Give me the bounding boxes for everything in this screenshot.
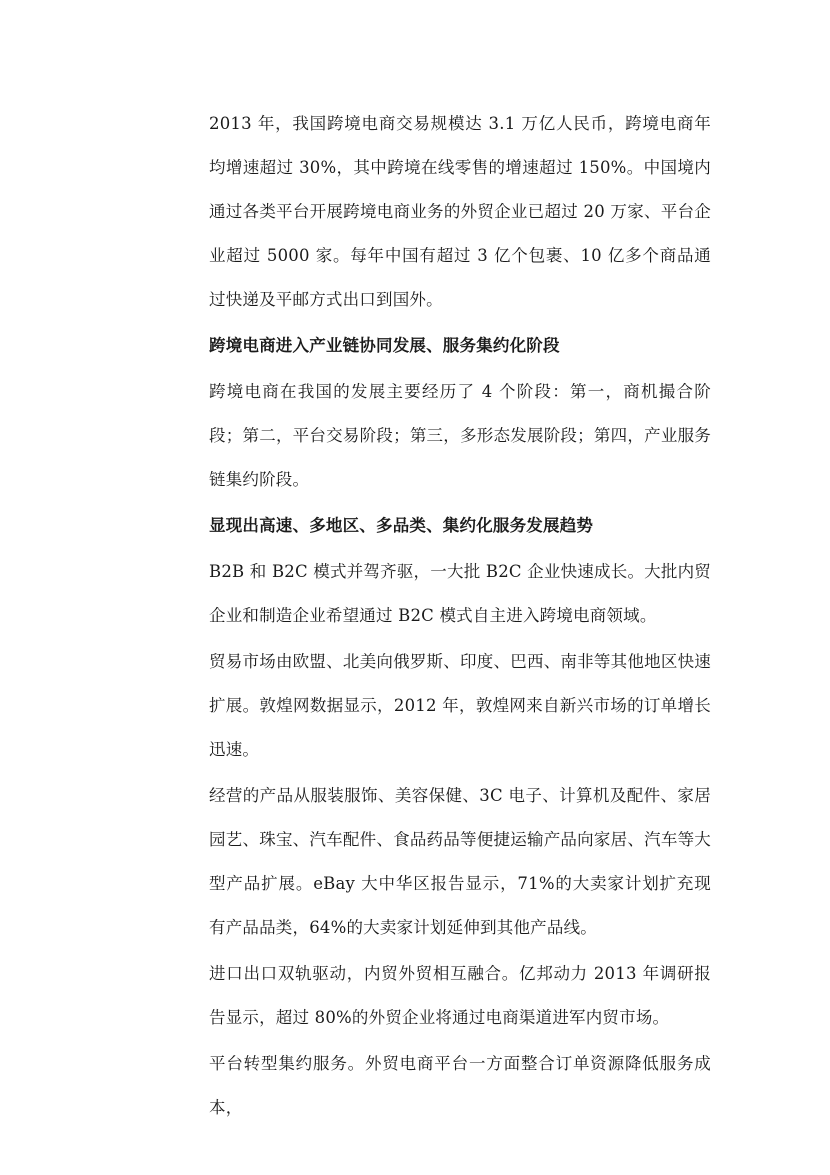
paragraph-market-scale: 2013 年，我国跨境电商交易规模达 3.1 万亿人民币，跨境电商年均增速超过 30%，其中跨境在线零售的增速超过 150%。中国境内通过各类平台开展跨境电商业务的外贸企业已超过 20 万家、平台企业超过 5000 家。每年中国有超过 3 亿个包裹、10 亿多个商品通过快递及平邮方式出口到国外。 bbox=[209, 114, 711, 309]
paragraph-import-export: 进口出口双轨驱动，内贸外贸相互融合。亿邦动力 2013 年调研报告显示，超过 80%的外贸企业将通过电商渠道进军内贸市场。 bbox=[209, 964, 711, 1027]
section-heading-industry-chain: 跨境电商进入产业链协同发展、服务集约化阶段 bbox=[209, 336, 560, 355]
paragraph-development-stages: 跨境电商在我国的发展主要经历了 4 个阶段：第一，商机撮合阶段；第二，平台交易阶段；第三，多形态发展阶段；第四，产业服务链集约阶段。 bbox=[209, 382, 711, 489]
paragraph-product-categories: 经营的产品从服装服饰、美容保健、3C 电子、计算机及配件、家居园艺、珠宝、汽车配件、食品药品等便捷运输产品向家居、汽车等大型产品扩展。eBay 大中华区报告显示，71%的大卖家计划扩充现有产品品类，64%的大卖家计划延伸到其他产品线。 bbox=[209, 786, 711, 937]
paragraph-b2b-b2c: B2B 和 B2C 模式并驾齐驱，一大批 B2C 企业快速成长。大批内贸企业和制造企业希望通过 B2C 模式自主进入跨境电商领域。 bbox=[209, 562, 711, 625]
document-body bbox=[209, 102, 711, 1130]
paragraph-platform-transformation: 平台转型集约服务。外贸电商平台一方面整合订单资源降低服务成本， bbox=[209, 1054, 711, 1117]
paragraph-regional-expansion: 贸易市场由欧盟、北美向俄罗斯、印度、巴西、南非等其他地区快速扩展。敦煌网数据显示，2012 年，敦煌网来自新兴市场的订单增长迅速。 bbox=[209, 652, 711, 759]
section-heading-trends: 显现出高速、多地区、多品类、集约化服务发展趋势 bbox=[209, 516, 594, 535]
